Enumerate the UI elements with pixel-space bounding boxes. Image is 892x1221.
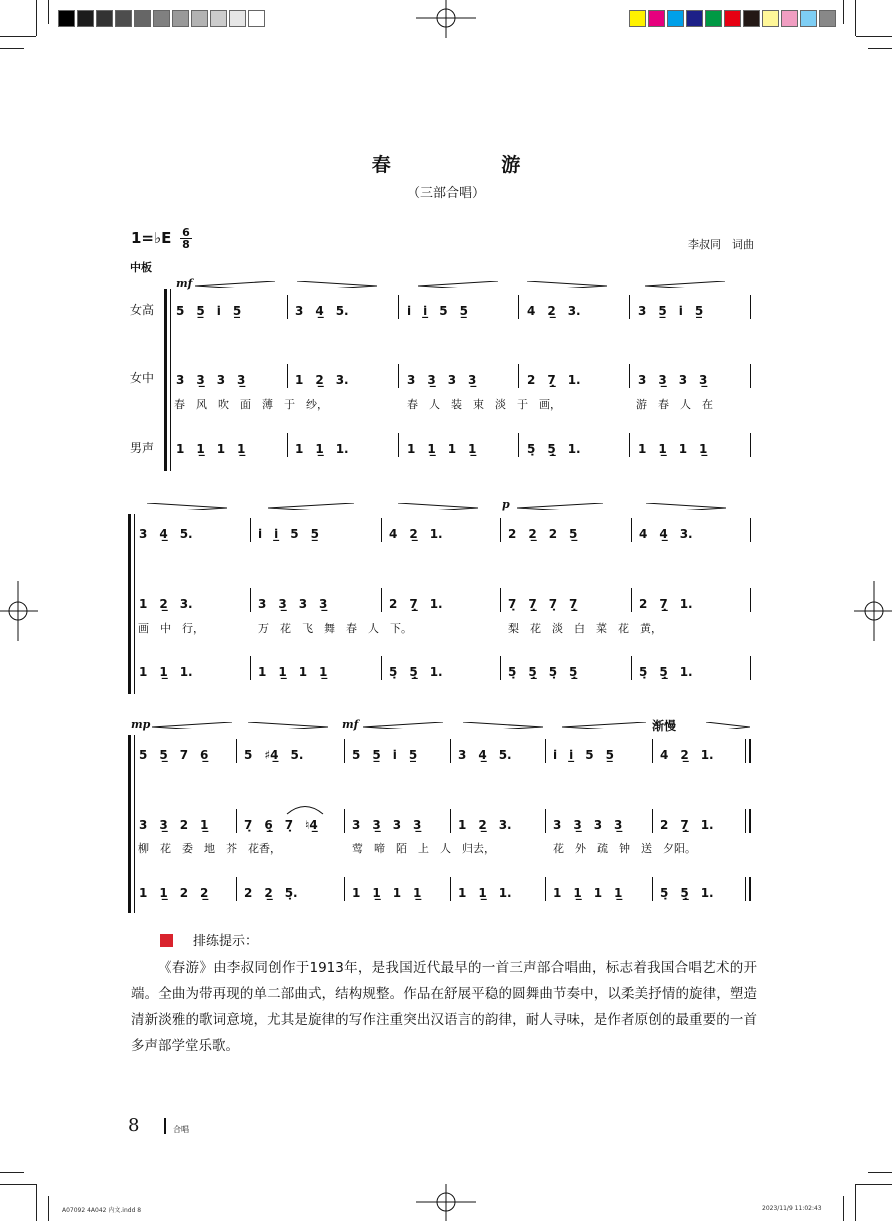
key-signature: 1=♭E xyxy=(131,229,172,247)
lyric-line: 花 外 疏 钟 送 夕阳。 xyxy=(553,842,696,855)
soprano-measure: i̇ i̲̇ 5 5̲ xyxy=(553,748,614,762)
male-measure: 1 1̲ 1 1̲ xyxy=(407,442,477,456)
dynamic-mp: mp xyxy=(131,718,151,731)
alto-measure: 2 7̣̲ 1. xyxy=(527,373,581,387)
lyric-line: 画 中 行， xyxy=(138,622,204,635)
soprano-measure: i̇ i̲̇ 5 5̲ xyxy=(258,527,319,541)
page-section-tag: 合唱 xyxy=(173,1125,189,1134)
registration-mark-bottom xyxy=(410,1184,482,1221)
alto-measure: 1 2̲ 3. xyxy=(139,597,193,611)
male-measure: 2 2̲ 5̣. xyxy=(244,886,298,900)
slug-timestamp: 2023/11/9 11:02:43 xyxy=(762,1205,822,1212)
lyric-line: 柳 花 委 地 芥 花香， xyxy=(138,842,281,855)
lyric-line: 春 人 装 束 淡 于 画， xyxy=(407,398,561,411)
rehearsal-hint-paragraph: 《春游》由李叔同创作于1913年，是我国近代最早的一首三声部合唱曲，标志着我国合唱艺术的开端。全曲为带再现的单二部曲式，结构规整。作品在舒展平稳的圆舞曲节奏中，以柔美抒情的旋律，塑造清新淡雅的歌词意境，尤其是旋律的写作注重突出汉语言的韵律，耐人寻味，是作者原创的最重要的一首多声部学堂乐歌。 xyxy=(131,960,757,1054)
crescendo-hairpin xyxy=(152,722,232,729)
alto-measure: 3 3̲ 3 3̲ xyxy=(407,373,477,387)
crescendo-hairpin xyxy=(195,281,275,288)
alto-measure: 2 7̣̲ 1. xyxy=(660,818,714,832)
decrescendo-hairpin xyxy=(297,281,377,288)
dynamic-p: p xyxy=(502,498,510,511)
tempo-marking: 中板 xyxy=(130,261,152,274)
lyric-line: 梨 花 淡 白 菜 花 黄， xyxy=(508,622,662,635)
registration-mark-top xyxy=(410,0,482,40)
male-measure: 1 1̲ 1 1̲ xyxy=(553,886,623,900)
song-title: 春 游 xyxy=(371,154,573,176)
alto-measure: 3 3̲ 3 3̲ xyxy=(553,818,623,832)
alto-measure: 2 7̣̲ 1. xyxy=(389,597,443,611)
alto-measure: 2 7̣̲ 1. xyxy=(639,597,693,611)
crescendo-hairpin xyxy=(645,281,725,288)
male-measure: 5̣ 5̣̲ 1. xyxy=(527,442,581,456)
male-measure: 5̣ 5̣̲ 1. xyxy=(660,886,714,900)
rehearsal-hint-heading xyxy=(160,930,258,949)
soprano-measure: 3 5̲ i̇ 5̲ xyxy=(638,304,704,318)
decrescendo-hairpin xyxy=(706,722,750,729)
page-separator xyxy=(164,1118,166,1134)
registration-mark-left xyxy=(0,575,40,647)
decrescendo-hairpin xyxy=(147,503,227,510)
soprano-measure: 2 2̲ 2 5̲ xyxy=(508,527,578,541)
crescendo-hairpin xyxy=(363,722,443,729)
tie-slur xyxy=(285,803,325,815)
meter-top: 6 xyxy=(182,226,190,239)
part-label-soprano: 女高 xyxy=(130,303,155,317)
male-measure: 1 1̲ 1 1̲ xyxy=(176,442,246,456)
soprano-measure: 4 2̲ 3. xyxy=(527,304,581,318)
alto-measure: 7̣ 6̣̲ 7̣ ♮4̲ xyxy=(244,818,318,832)
lyric-line: 万 花 飞 舞 春 人 下。 xyxy=(258,622,412,635)
soprano-measure: 3 4̲ 5. xyxy=(295,304,349,318)
hint-title: 排练提示： xyxy=(193,934,259,949)
part-label-male: 男声 xyxy=(130,441,155,455)
crescendo-hairpin xyxy=(418,281,498,288)
male-measure: 5̣ 5̣̲ 5̣ 5̣̲ xyxy=(508,665,578,679)
male-measure: 1 1̲ 1 1̲ xyxy=(258,665,328,679)
soprano-measure: i̇ i̲̇ 5 5̲ xyxy=(407,304,468,318)
alto-measure: 1 2̲ 3. xyxy=(458,818,512,832)
red-square-icon xyxy=(160,934,173,947)
crescendo-hairpin xyxy=(562,722,646,729)
alto-measure: 3 3̲ 3 3̲ xyxy=(638,373,708,387)
crescendo-hairpin xyxy=(517,503,603,510)
crescendo-hairpin xyxy=(268,503,354,510)
soprano-measure: 4 4̲ 3. xyxy=(639,527,693,541)
male-measure: 5̣ 5̣̲ 1. xyxy=(389,665,443,679)
male-measure: 1 1̲ 1. xyxy=(295,442,349,456)
composer-credit: 李叔同 词曲 xyxy=(688,238,754,251)
soprano-measure: 3 4̲ 5. xyxy=(139,527,193,541)
ritardando-marking: 渐慢 xyxy=(652,719,677,733)
male-measure: 1 1̲ 1 1̲ xyxy=(638,442,708,456)
decrescendo-hairpin xyxy=(248,722,328,729)
alto-measure: 1 2̲ 3. xyxy=(295,373,349,387)
soprano-measure: 3 4̲ 5. xyxy=(458,748,512,762)
decrescendo-hairpin xyxy=(398,503,478,510)
alto-measure: 3 3̲ 3 3̲ xyxy=(352,818,422,832)
soprano-measure: 4 2̲ 1. xyxy=(660,748,714,762)
male-measure: 1 1̲ 1 1̲ xyxy=(352,886,422,900)
alto-measure: 3 3̲ 2 1̲ xyxy=(139,818,209,832)
lyric-line: 春 风 吹 面 薄 于 纱， xyxy=(174,398,328,411)
alto-measure: 3 3̲ 3 3̲ xyxy=(176,373,246,387)
part-label-alto: 女中 xyxy=(130,371,155,385)
dynamic-mf: mf xyxy=(342,718,359,731)
time-signature xyxy=(180,227,192,250)
decrescendo-hairpin xyxy=(646,503,726,510)
lyric-line: 莺 啼 陌 上 人 归去， xyxy=(352,842,495,855)
slug-file-info: A07092 4A042 内文.indd 8 xyxy=(62,1207,142,1214)
meter-bottom: 8 xyxy=(182,238,190,251)
dynamic-mf: mf xyxy=(176,277,193,290)
male-measure: 1 1̲ 2 2̲ xyxy=(139,886,209,900)
registration-mark-right xyxy=(852,575,892,647)
soprano-measure: 5 5̲ i̇ 5̲ xyxy=(176,304,242,318)
page-number: 8 xyxy=(128,1115,140,1136)
male-measure: 5̣ 5̣̲ 1. xyxy=(639,665,693,679)
soprano-measure: 4 2̲ 1. xyxy=(389,527,443,541)
male-measure: 1 1̲ 1. xyxy=(139,665,193,679)
alto-measure: 3 3̲ 3 3̲ xyxy=(258,597,328,611)
song-subtitle: （三部合唱） xyxy=(406,186,485,201)
soprano-measure: 5 ♯4̲ 5. xyxy=(244,748,304,762)
soprano-measure: 5 5̲ 7 6̲ xyxy=(139,748,209,762)
lyric-line: 游 春 人 在 xyxy=(636,398,713,411)
alto-measure: 7̣ 7̣̲ 7̣ 7̣̲ xyxy=(508,597,578,611)
decrescendo-hairpin xyxy=(463,722,543,729)
soprano-measure: 5 5̲ i̇ 5̲ xyxy=(352,748,418,762)
male-measure: 1 1̲ 1. xyxy=(458,886,512,900)
decrescendo-hairpin xyxy=(527,281,607,288)
